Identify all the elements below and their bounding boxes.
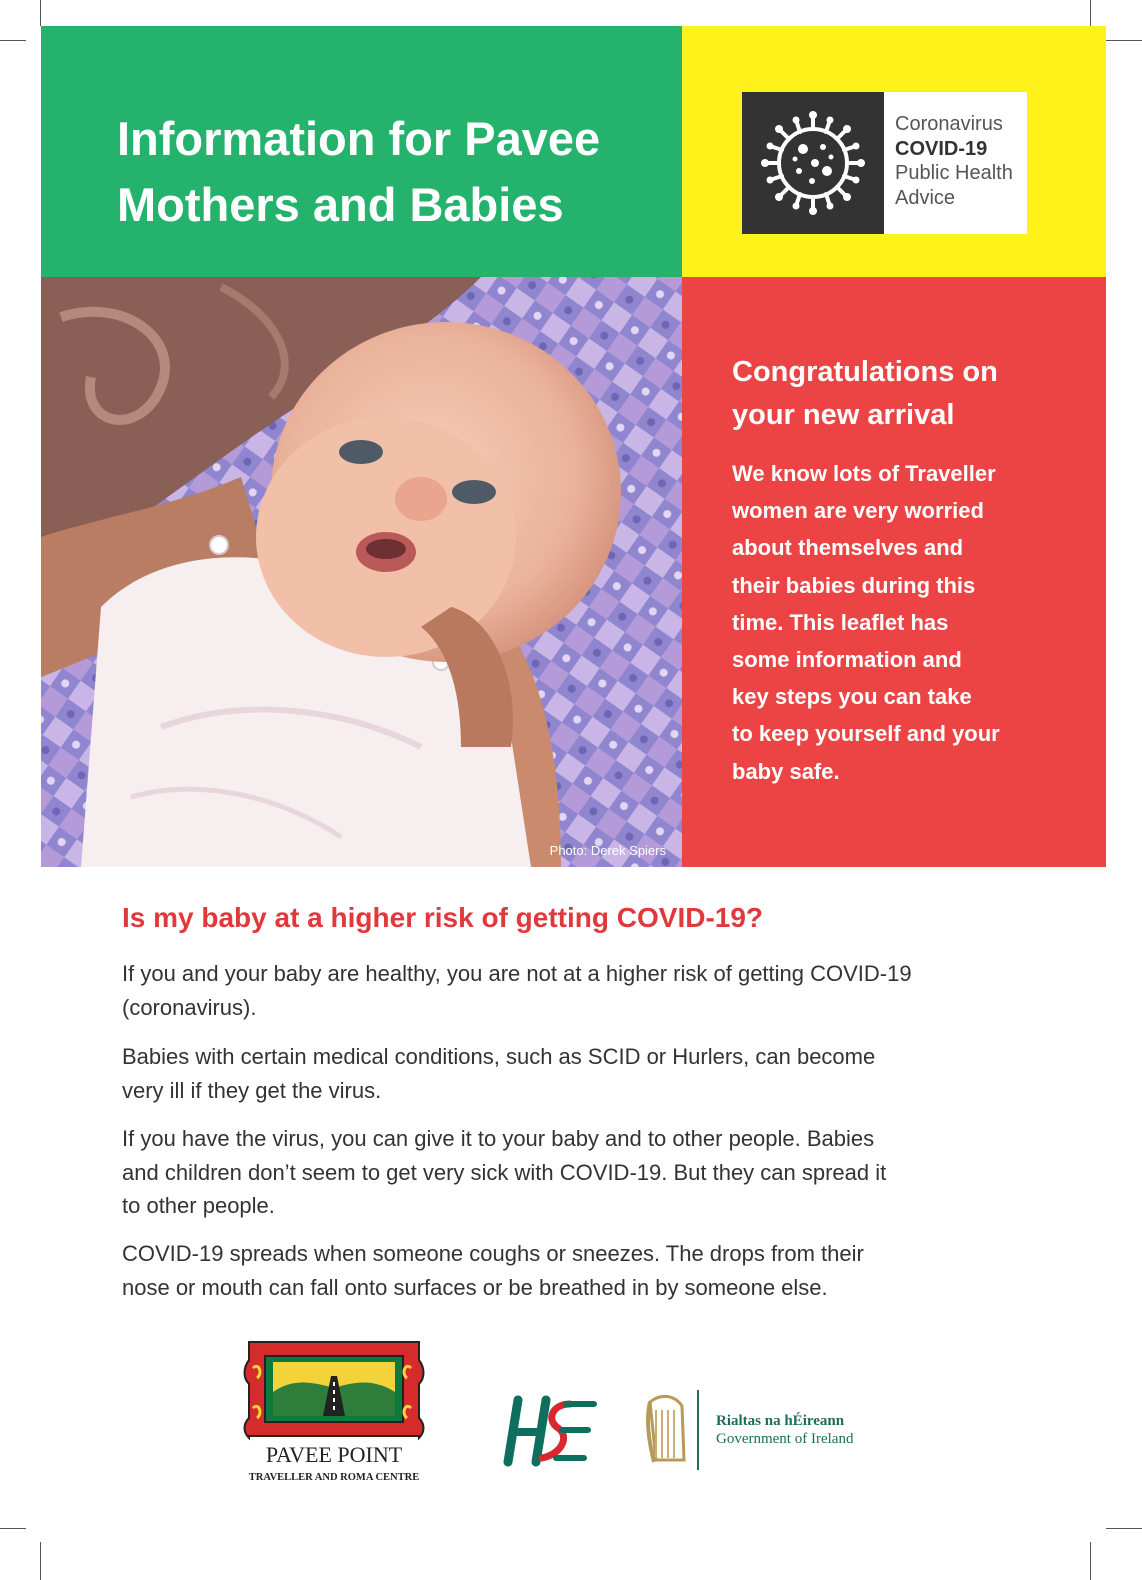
crop-mark — [0, 40, 26, 41]
intro-heading: Congratulations on your new arrival — [732, 356, 998, 431]
paragraph: If you and your baby are healthy, you are not at a higher risk of getting COVID-19 (coronavirus). — [122, 961, 912, 1020]
svg-text:PAVEE POINT: PAVEE POINT — [265, 1442, 403, 1467]
crop-mark — [1106, 40, 1142, 41]
title-banner — [41, 26, 682, 277]
crop-mark — [40, 0, 41, 26]
intro-body: We know lots of Traveller women are very worried about themselves and their babies during this time. This leaflet has some information and key steps you can take to keep yourself and your baby safe. — [732, 461, 1000, 784]
intro-panel — [682, 277, 1106, 867]
baby-photo-illustration — [41, 277, 682, 867]
crop-mark — [1090, 0, 1091, 26]
paragraph: COVID-19 spreads when someone coughs or sneezes. The drops from their nose or mouth can fall onto surfaces or be breathed in by someone else. — [122, 1241, 864, 1300]
paragraph: Babies with certain medical conditions, such as SCID or Hurlers, can become very ill if they get the virus. — [122, 1044, 876, 1103]
covid-badge — [742, 92, 1027, 234]
hse-logo — [500, 1394, 600, 1468]
virus-icon — [757, 107, 869, 219]
government-of-ireland-logo: Rialtas na hÉireann Government of Ireland — [640, 1388, 880, 1472]
crop-mark — [1090, 1542, 1091, 1580]
paragraph: If you have the virus, you can give it to your baby and to other people. Babies and children don’t seem to get very sick with COVID-19. But they can spread it to other people. — [122, 1126, 887, 1218]
crop-mark — [1106, 1528, 1142, 1529]
svg-text:TRAVELLER AND ROMA CENTRE: TRAVELLER AND ROMA CENTRE — [248, 1472, 420, 1483]
section-heading: Is my baby at a higher risk of getting COVID-19? — [122, 902, 764, 933]
badge-text: Coronavirus COVID-19 Public Health Advice — [895, 113, 1013, 209]
photo-credit: Photo: Derek Spiers — [549, 843, 666, 858]
crop-mark — [0, 1528, 26, 1529]
badge-panel — [682, 26, 1106, 277]
baby-photo — [41, 277, 682, 867]
pavee-point-logo — [243, 1338, 425, 1486]
crop-mark — [40, 1542, 41, 1580]
page-title: Information for Pavee Mothers and Babies — [117, 112, 601, 231]
